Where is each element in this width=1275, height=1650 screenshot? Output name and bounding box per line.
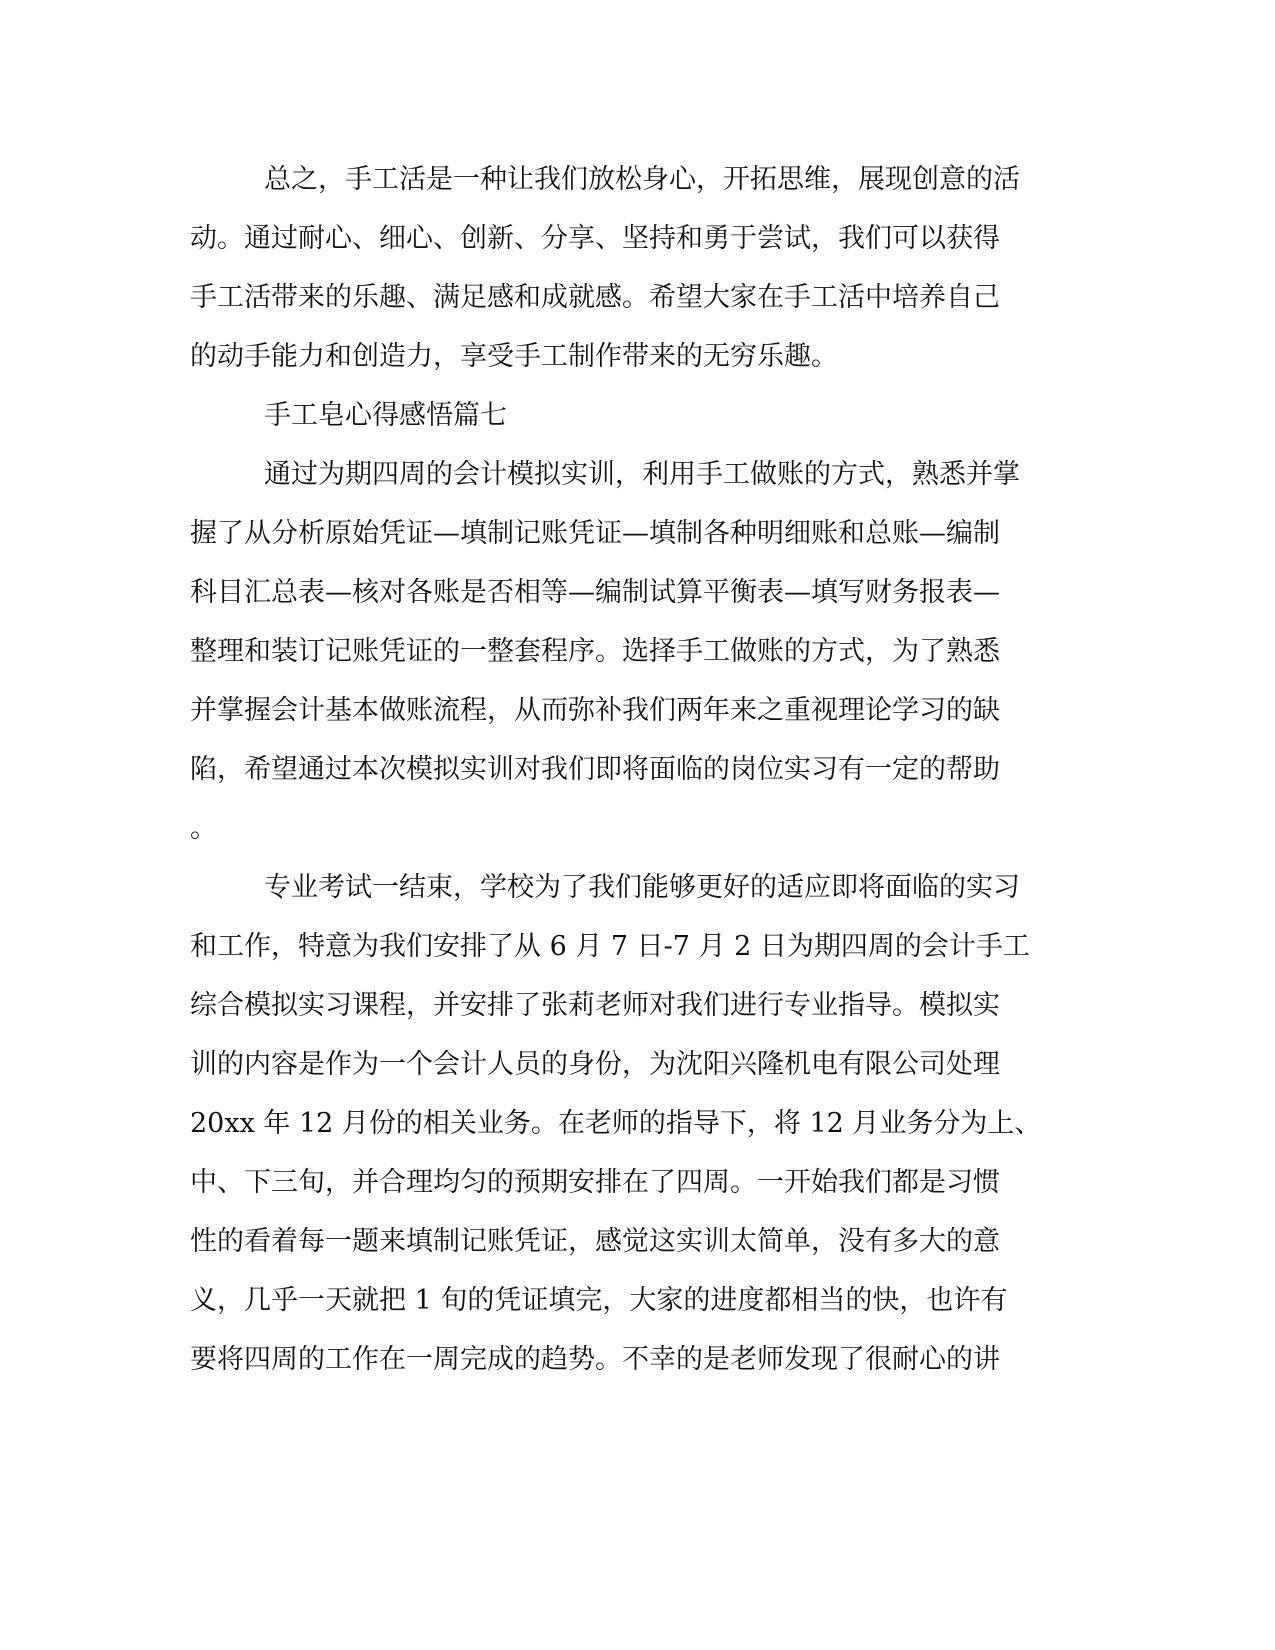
paragraph-2-line-2: 握了从分析原始凭证—填制记账凭证—填制各种明细账和总账—编制 bbox=[190, 518, 1000, 549]
paragraph-3-line-5: 20xx 年 12 月份的相关业务。在老师的指导下，将 12 月业务分为上、 bbox=[190, 1108, 1042, 1139]
paragraph-1-line-4: 的动手能力和创造力，享受手工制作带来的无穷乐趣。 bbox=[190, 341, 838, 372]
paragraph-3-line-3: 综合模拟实习课程，并安排了张莉老师对我们进行专业指导。模拟实 bbox=[190, 990, 1000, 1021]
paragraph-2-line-6: 陷，希望通过本次模拟实训对我们即将面临的岗位实习有一定的帮助 bbox=[190, 754, 1000, 785]
paragraph-2-line-3: 科目汇总表—核对各账是否相等—编制试算平衡表—填写财务报表— bbox=[190, 577, 1000, 608]
paragraph-3-line-4: 训的内容是作为一个会计人员的身份，为沈阳兴隆机电有限公司处理 bbox=[190, 1049, 1000, 1080]
paragraph-2-line-4: 整理和装订记账凭证的一整套程序。选择手工做账的方式，为了熟悉 bbox=[190, 636, 1000, 667]
paragraph-3-line-1: 专业考试一结束，学校为了我们能够更好的适应即将面临的实习 bbox=[264, 872, 1020, 903]
paragraph-1-line-3: 手工活带来的乐趣、满足感和成就感。希望大家在手工活中培养自己 bbox=[190, 282, 1000, 313]
paragraph-1-line-1: 总之，手工活是一种让我们放松身心，开拓思维，展现创意的活 bbox=[264, 164, 1020, 195]
paragraph-2-line-7: 。 bbox=[190, 813, 217, 844]
paragraph-3-line-7: 性的看着每一题来填制记账凭证，感觉这实训太简单，没有多大的意 bbox=[190, 1226, 1000, 1257]
paragraph-3-line-8: 义，几乎一天就把 1 旬的凭证填完，大家的进度都相当的快，也许有 bbox=[190, 1285, 1008, 1316]
paragraph-2-line-1: 通过为期四周的会计模拟实训，利用手工做账的方式，熟悉并掌 bbox=[264, 459, 1020, 490]
paragraph-3-line-6: 中、下三旬，并合理均匀的预期安排在了四周。一开始我们都是习惯 bbox=[190, 1167, 1000, 1198]
paragraph-3-line-2: 和工作，特意为我们安排了从 6 月 7 日-7 月 2 日为期四周的会计手工 bbox=[190, 931, 1030, 962]
section-heading: 手工皂心得感悟篇七 bbox=[264, 400, 507, 431]
paragraph-3-line-9: 要将四周的工作在一周完成的趋势。不幸的是老师发现了很耐心的讲 bbox=[190, 1344, 1000, 1375]
paragraph-2-line-5: 并掌握会计基本做账流程，从而弥补我们两年来之重视理论学习的缺 bbox=[190, 695, 1000, 726]
paragraph-1-line-2: 动。通过耐心、细心、创新、分享、坚持和勇于尝试，我们可以获得 bbox=[190, 223, 1000, 254]
